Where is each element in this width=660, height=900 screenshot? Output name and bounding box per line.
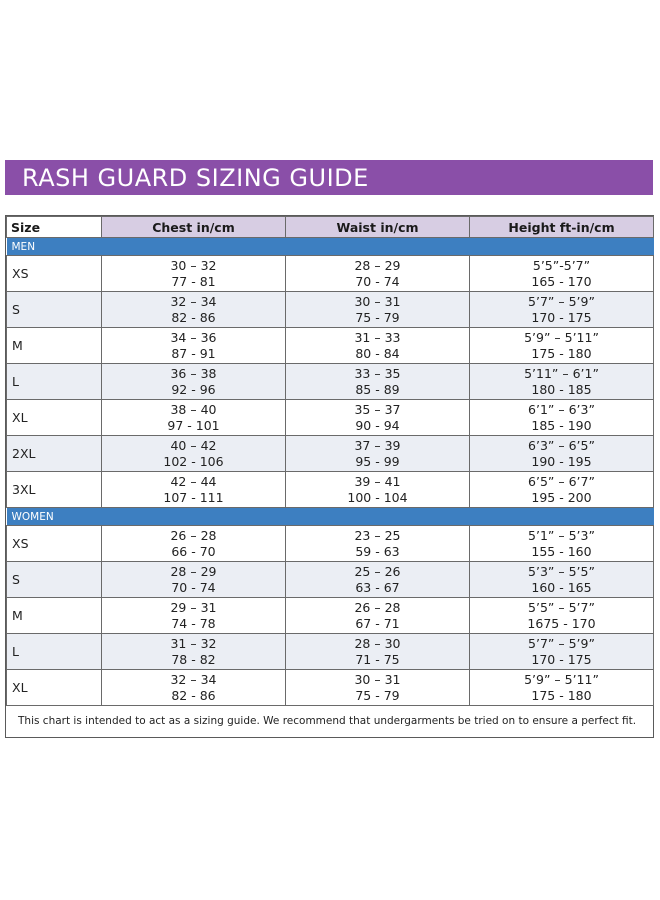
waist-inches: 31 – 33 bbox=[354, 330, 401, 345]
waist-inches: 39 – 41 bbox=[354, 474, 401, 489]
waist-cm: 63 - 67 bbox=[355, 579, 400, 595]
chest-cm: 70 - 74 bbox=[171, 579, 216, 595]
table-row bbox=[7, 436, 654, 472]
chest-cm: 74 - 78 bbox=[171, 615, 216, 631]
waist-cm: 70 - 74 bbox=[355, 273, 400, 289]
chest-cm: 77 - 81 bbox=[171, 273, 216, 289]
chest-cm: 107 - 111 bbox=[163, 489, 224, 505]
chest-cell bbox=[102, 292, 286, 328]
waist-cm: 80 - 84 bbox=[355, 345, 400, 361]
height-cell bbox=[470, 400, 654, 436]
waist-inches: 35 – 37 bbox=[354, 402, 401, 417]
waist-cell bbox=[286, 436, 470, 472]
waist-cm: 100 - 104 bbox=[347, 489, 408, 505]
height-cell bbox=[470, 562, 654, 598]
chest-inches: 36 – 38 bbox=[170, 366, 217, 381]
waist-inches: 30 – 31 bbox=[354, 672, 401, 687]
waist-cell bbox=[286, 598, 470, 634]
chest-cm: 82 - 86 bbox=[171, 687, 216, 703]
waist-inches: 26 – 28 bbox=[354, 600, 401, 615]
waist-cm: 85 - 89 bbox=[355, 381, 400, 397]
height-cm: 175 - 180 bbox=[531, 345, 592, 361]
header-waist: Waist in/cm bbox=[286, 217, 470, 238]
footnote: This chart is intended to act as a sizing guide. We recommend that undergarments be tried on to ensure a perfect fit. bbox=[18, 715, 637, 727]
chest-cm: 87 - 91 bbox=[171, 345, 216, 361]
height-inches: 5’5” – 5’7” bbox=[528, 600, 595, 615]
height-inches: 5’5”-5’7” bbox=[532, 258, 591, 273]
table-row bbox=[7, 526, 654, 562]
waist-cell bbox=[286, 562, 470, 598]
chest-cm: 78 - 82 bbox=[171, 651, 216, 667]
waist-cm: 75 - 79 bbox=[355, 687, 400, 703]
chest-cell bbox=[102, 436, 286, 472]
chest-cell bbox=[102, 562, 286, 598]
table-row bbox=[7, 256, 654, 292]
chest-cm: 82 - 86 bbox=[171, 309, 216, 325]
waist-cell bbox=[286, 256, 470, 292]
chest-cell bbox=[102, 634, 286, 670]
header-height: Height ft-in/cm bbox=[470, 217, 654, 238]
size-cell: XS bbox=[7, 526, 102, 562]
height-cell bbox=[470, 670, 654, 706]
height-cm: 185 - 190 bbox=[531, 417, 592, 433]
page-title: RASH GUARD SIZING GUIDE bbox=[22, 163, 369, 192]
waist-inches: 28 – 29 bbox=[354, 258, 401, 273]
size-cell: XS bbox=[7, 256, 102, 292]
height-cell bbox=[470, 526, 654, 562]
section-label: MEN bbox=[7, 238, 654, 256]
chest-cell bbox=[102, 526, 286, 562]
chest-inches: 40 – 42 bbox=[170, 438, 217, 453]
table-row bbox=[7, 598, 654, 634]
height-cell bbox=[470, 364, 654, 400]
waist-cm: 95 - 99 bbox=[355, 453, 400, 469]
chest-inches: 42 – 44 bbox=[170, 474, 217, 489]
chest-inches: 34 – 36 bbox=[170, 330, 217, 345]
height-inches: 6’3” – 6’5” bbox=[528, 438, 595, 453]
chest-inches: 32 – 34 bbox=[170, 672, 217, 687]
waist-cm: 90 - 94 bbox=[355, 417, 400, 433]
waist-cm: 59 - 63 bbox=[355, 543, 400, 559]
size-cell: M bbox=[7, 328, 102, 364]
height-cm: 160 - 165 bbox=[531, 579, 592, 595]
waist-inches: 23 – 25 bbox=[354, 528, 401, 543]
size-cell: S bbox=[7, 562, 102, 598]
height-inches: 5’9” – 5’11” bbox=[524, 672, 599, 687]
waist-cell bbox=[286, 400, 470, 436]
chest-cm: 66 - 70 bbox=[171, 543, 216, 559]
height-cm: 190 - 195 bbox=[531, 453, 592, 469]
chest-inches: 32 – 34 bbox=[170, 294, 217, 309]
table-row bbox=[7, 364, 654, 400]
waist-cell bbox=[286, 292, 470, 328]
chest-cell bbox=[102, 598, 286, 634]
height-inches: 5’3” – 5’5” bbox=[528, 564, 595, 579]
chest-cm: 97 - 101 bbox=[167, 417, 220, 433]
table-row bbox=[7, 292, 654, 328]
section-header-men bbox=[7, 238, 654, 256]
table-row bbox=[7, 400, 654, 436]
chest-inches: 26 – 28 bbox=[170, 528, 217, 543]
chest-inches: 29 – 31 bbox=[170, 600, 217, 615]
chest-inches: 31 – 32 bbox=[170, 636, 217, 651]
table-row bbox=[7, 472, 654, 508]
table-row bbox=[7, 634, 654, 670]
height-cm: 180 - 185 bbox=[531, 381, 592, 397]
height-cell bbox=[470, 292, 654, 328]
height-cell bbox=[470, 328, 654, 364]
table-body bbox=[7, 238, 654, 706]
chest-inches: 28 – 29 bbox=[170, 564, 217, 579]
height-cm: 170 - 175 bbox=[531, 651, 592, 667]
height-cm: 1675 - 170 bbox=[527, 615, 596, 631]
height-cm: 195 - 200 bbox=[531, 489, 592, 505]
height-inches: 5’11” – 6’1” bbox=[524, 366, 599, 381]
chest-cell bbox=[102, 364, 286, 400]
section-label: WOMEN bbox=[7, 508, 654, 526]
height-inches: 5’7” – 5’9” bbox=[528, 294, 595, 309]
waist-cell bbox=[286, 364, 470, 400]
waist-inches: 25 – 26 bbox=[354, 564, 401, 579]
waist-cell bbox=[286, 526, 470, 562]
height-cell bbox=[470, 634, 654, 670]
waist-cm: 71 - 75 bbox=[355, 651, 400, 667]
height-cm: 165 - 170 bbox=[531, 273, 592, 289]
title-banner bbox=[5, 160, 653, 195]
sizing-table bbox=[6, 216, 654, 706]
size-cell: XL bbox=[7, 400, 102, 436]
waist-inches: 33 – 35 bbox=[354, 366, 401, 381]
waist-inches: 28 – 30 bbox=[354, 636, 401, 651]
waist-cell bbox=[286, 472, 470, 508]
size-cell: M bbox=[7, 598, 102, 634]
section-header-women bbox=[7, 508, 654, 526]
height-inches: 5’9” – 5’11” bbox=[524, 330, 599, 345]
waist-inches: 30 – 31 bbox=[354, 294, 401, 309]
table-row bbox=[7, 670, 654, 706]
height-cm: 175 - 180 bbox=[531, 687, 592, 703]
height-inches: 5’7” – 5’9” bbox=[528, 636, 595, 651]
height-cell bbox=[470, 472, 654, 508]
table-row bbox=[7, 562, 654, 598]
header-row bbox=[7, 217, 654, 238]
height-cm: 170 - 175 bbox=[531, 309, 592, 325]
waist-cm: 75 - 79 bbox=[355, 309, 400, 325]
chest-cell bbox=[102, 670, 286, 706]
size-cell: XL bbox=[7, 670, 102, 706]
chest-cm: 102 - 106 bbox=[163, 453, 224, 469]
chest-cell bbox=[102, 400, 286, 436]
waist-cell bbox=[286, 634, 470, 670]
height-inches: 6’1” – 6’3” bbox=[528, 402, 595, 417]
height-cell bbox=[470, 436, 654, 472]
chest-cell bbox=[102, 256, 286, 292]
size-cell: 2XL bbox=[7, 436, 102, 472]
chest-inches: 38 – 40 bbox=[170, 402, 217, 417]
header-size: Size bbox=[7, 217, 102, 238]
chest-cell bbox=[102, 328, 286, 364]
header-chest: Chest in/cm bbox=[102, 217, 286, 238]
table-row bbox=[7, 328, 654, 364]
sizing-table-container bbox=[5, 215, 654, 738]
height-cell bbox=[470, 598, 654, 634]
waist-inches: 37 – 39 bbox=[354, 438, 401, 453]
waist-cell bbox=[286, 328, 470, 364]
chest-inches: 30 – 32 bbox=[170, 258, 217, 273]
height-inches: 5’1” – 5’3” bbox=[528, 528, 595, 543]
chest-cell bbox=[102, 472, 286, 508]
size-cell: 3XL bbox=[7, 472, 102, 508]
height-inches: 6’5” – 6’7” bbox=[528, 474, 595, 489]
height-cm: 155 - 160 bbox=[531, 543, 592, 559]
size-cell: S bbox=[7, 292, 102, 328]
waist-cell bbox=[286, 670, 470, 706]
size-cell: L bbox=[7, 364, 102, 400]
waist-cm: 67 - 71 bbox=[355, 615, 400, 631]
chest-cm: 92 - 96 bbox=[171, 381, 216, 397]
height-cell bbox=[470, 256, 654, 292]
size-cell: L bbox=[7, 634, 102, 670]
